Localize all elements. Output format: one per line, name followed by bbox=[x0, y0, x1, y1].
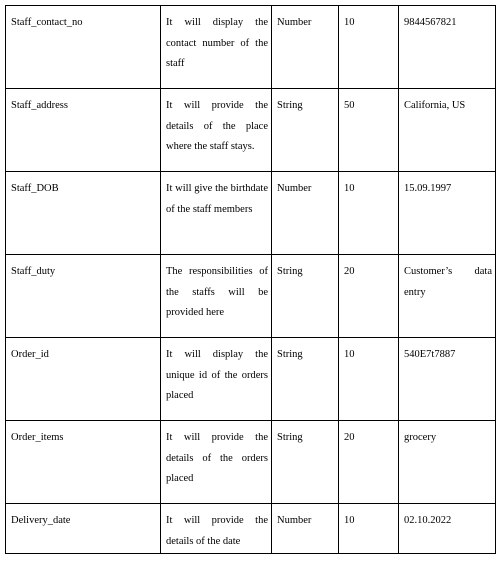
field-name-cell: Order_items bbox=[6, 421, 161, 504]
size-cell: 10 bbox=[339, 6, 399, 89]
description-cell: It will display the unique id of the orders placed bbox=[161, 338, 272, 421]
size-cell: 20 bbox=[339, 421, 399, 504]
description-cell: It will give the birthdate of the staff members bbox=[161, 172, 272, 255]
sample-value-cell: grocery bbox=[399, 421, 496, 504]
field-name-cell: Order_id bbox=[6, 338, 161, 421]
sample-value-cell: 540E7t7887 bbox=[399, 338, 496, 421]
data-dictionary-table bbox=[5, 5, 496, 554]
description-cell: It will provide the details of the date bbox=[161, 504, 272, 554]
sample-value-cell: 02.10.2022 bbox=[399, 504, 496, 554]
data-type-cell: String bbox=[272, 338, 339, 421]
table-row bbox=[6, 338, 496, 421]
size-cell: 20 bbox=[339, 255, 399, 338]
table-row bbox=[6, 6, 496, 89]
size-cell: 10 bbox=[339, 172, 399, 255]
sample-value-cell: California, US bbox=[399, 89, 496, 172]
data-type-cell: Number bbox=[272, 504, 339, 554]
sample-value-cell: 15.09.1997 bbox=[399, 172, 496, 255]
field-name-cell: Delivery_date bbox=[6, 504, 161, 554]
data-type-cell: Number bbox=[272, 172, 339, 255]
table-row bbox=[6, 89, 496, 172]
field-name-cell: Staff_address bbox=[6, 89, 161, 172]
field-name-cell: Staff_contact_no bbox=[6, 6, 161, 89]
data-type-cell: String bbox=[272, 421, 339, 504]
field-name-cell: Staff_duty bbox=[6, 255, 161, 338]
data-dictionary-table-wrapper bbox=[5, 5, 496, 554]
size-cell: 10 bbox=[339, 504, 399, 554]
data-type-cell: String bbox=[272, 89, 339, 172]
description-cell: It will display the contact number of the staff bbox=[161, 6, 272, 89]
table-row bbox=[6, 421, 496, 504]
size-cell: 50 bbox=[339, 89, 399, 172]
size-cell: 10 bbox=[339, 338, 399, 421]
description-cell: It will provide the details of the orders placed bbox=[161, 421, 272, 504]
description-cell: It will provide the details of the place where the staff stays. bbox=[161, 89, 272, 172]
table-row bbox=[6, 504, 496, 554]
sample-value-cell: 9844567821 bbox=[399, 6, 496, 89]
table-row bbox=[6, 255, 496, 338]
table-row bbox=[6, 172, 496, 255]
data-type-cell: String bbox=[272, 255, 339, 338]
sample-value-cell: Customer’s data entry bbox=[399, 255, 496, 338]
description-cell: The responsibilities of the staffs will be provided here bbox=[161, 255, 272, 338]
data-type-cell: Number bbox=[272, 6, 339, 89]
field-name-cell: Staff_DOB bbox=[6, 172, 161, 255]
